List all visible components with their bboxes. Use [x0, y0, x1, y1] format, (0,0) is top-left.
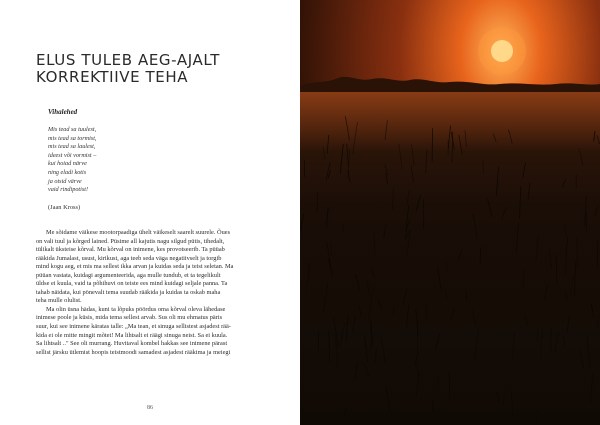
sunset-field-image [300, 0, 600, 425]
text-line: üldse ei kuula, vaid ta põhihuvi on teiste ees mind kuidagi seljale panna. Ta [36, 280, 228, 288]
poem-line: ideest või vormist – [48, 151, 97, 159]
text-line: kida ei ole mitte mingit mõtet! Ma lihtsalt ei räägi sinuga neist. Sa ei kuula. [36, 331, 228, 339]
text-line: Sa lihtsalt .." See oli murrang. Huvitaval kombel hakkas see inimene pärast [36, 340, 228, 348]
text-line: mind kogu aeg, et mis ma sellest ikka arvan ja kuidas seda ja teist seletan. Ma [36, 263, 234, 271]
poem-author: (Jaan Kross) [48, 203, 81, 211]
field-haze [300, 92, 600, 152]
poem-line: Mis tead sa tuulest, [48, 126, 97, 133]
poem-line: ning eladi kotis [48, 168, 87, 176]
chapter-title-line-2: KORREKTIIVE TEHA [36, 68, 189, 86]
text-line: on vali tuul ja kõrged lained. Püsime all kajutis nagu silgud pütis, tihedalt, [36, 237, 225, 245]
text-line: teha mulle olulist. [36, 297, 82, 305]
poem-line: mis tead sa laulest, [48, 143, 96, 151]
page-number: 86 [147, 405, 153, 411]
chapter-title [36, 52, 286, 86]
poem-lines [48, 126, 278, 195]
poem-line: ja otsid värve [48, 177, 82, 185]
poem-title: Vihalehed [48, 108, 78, 116]
text-line: sellist järsku ütlemist hoopis teistmoodi samadest asjadest rääkima ja meiegi [36, 348, 231, 356]
text-line: inimese poole ja küsis, mida tema sellest arvab. Sus oli mu ehmatus päris [36, 314, 223, 322]
text-line: Me sõidame väikese mootorpaadiga ühelt väikeselt saarelt suurele. Õues [46, 229, 231, 236]
poem-line: kui hoiad närve [48, 160, 87, 168]
poem-line: vaid rindipotist! [48, 186, 89, 194]
grass-stalk [426, 303, 427, 318]
paragraph-2 [36, 306, 294, 357]
poem-line: mis tead sa tormist, [48, 134, 97, 142]
poem-epigraph [48, 108, 278, 212]
sunset-photo [300, 0, 600, 425]
text-line: rääkida Jumalast, usust, kirikust, aga teeb seda väga negatiivselt ja torgib [36, 254, 222, 262]
grass-stalk [318, 332, 319, 352]
grass-stalk [449, 373, 450, 399]
grass-stalk [432, 128, 433, 161]
paragraph-1 [36, 229, 294, 306]
text-line: suur, kui see inimene käratas talle: „Ma tean, et sinuga sellistest asjadest rää- [36, 323, 231, 331]
text-line: tülikalt üksteise kõrval. Mu kõrval on inimene, kes provotseerib. Ta püüab [36, 246, 225, 254]
text-line: tahab näidata, kui pönevalt tema suudab rääkida ja kuidas ta oskab maha [36, 288, 221, 296]
sun [491, 40, 513, 62]
text-line: püüan vastata, kuidagi argumenteerida, aga mulle tundub, et ta tegelikult [36, 271, 221, 279]
chapter-title-line-1: ELUS TULEB AEG-AJALT [36, 51, 220, 69]
text-line: Ma olin üsna hädas, kuni ta lõpuks pöördus oma kõrval oleva lähedase [46, 305, 226, 313]
body-text [36, 229, 294, 357]
grass-stalk [309, 262, 310, 282]
